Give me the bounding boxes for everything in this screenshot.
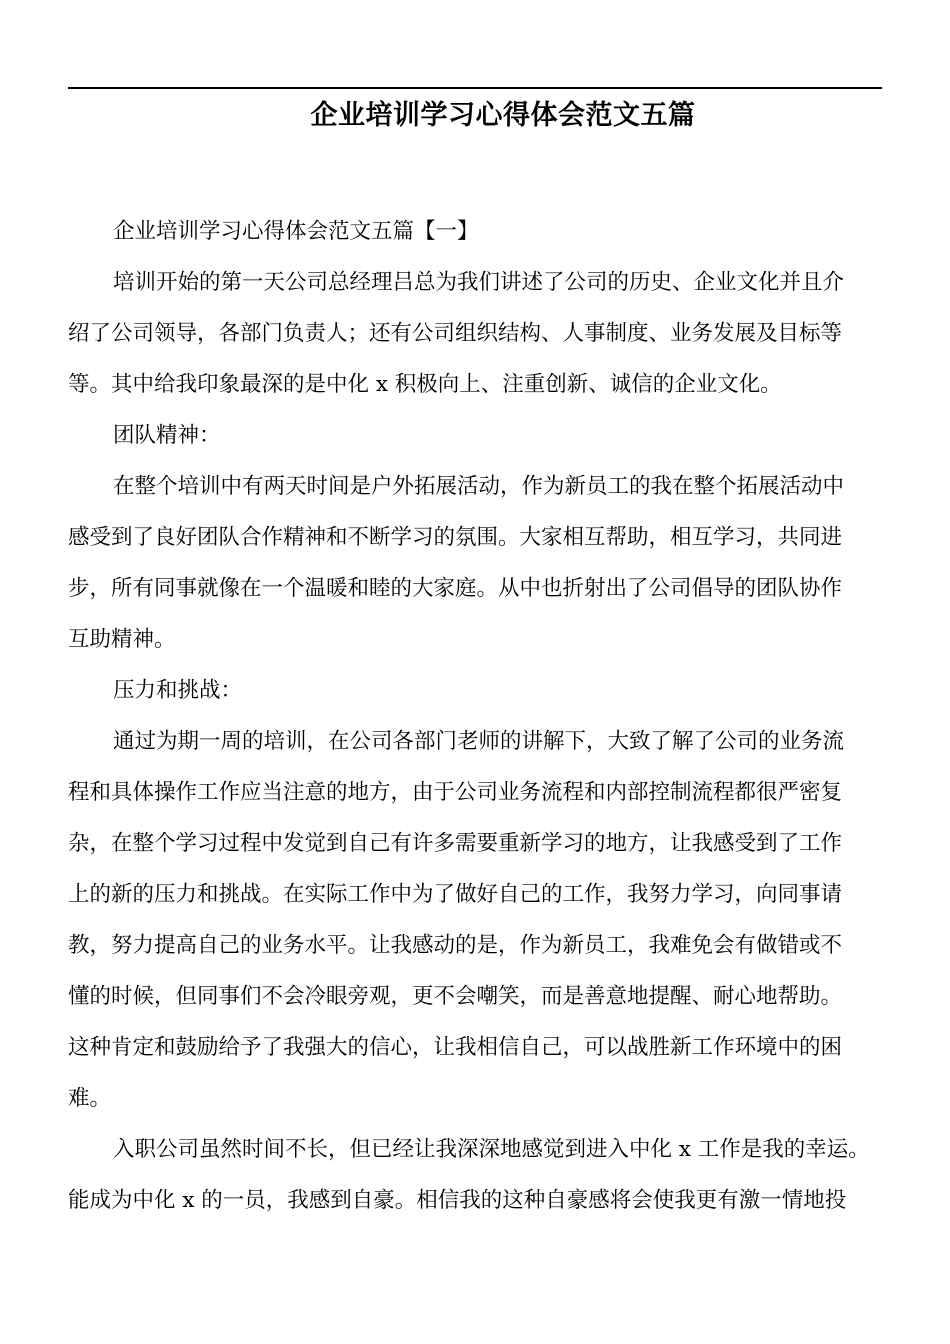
document-title: 企业培训学习心得体会范文五篇	[310, 100, 696, 131]
header-rule	[68, 87, 882, 89]
text-line: 在整个培训中有两天时间是户外拓展活动，作为新员工的我在整个拓展活动中	[113, 474, 845, 499]
text-line: 入职公司虽然时间不长，但已经让我深深地感觉到进入中化 x 工作是我的幸运。	[113, 1137, 870, 1162]
text-line: 企业培训学习心得体会范文五篇【一】	[113, 219, 479, 244]
text-line: 通过为期一周的培训，在公司各部门老师的讲解下，大致了解了公司的业务流	[113, 729, 845, 754]
text-line: 上的新的压力和挑战。在实际工作中为了做好自己的工作，我努力学习，向同事请	[68, 882, 843, 907]
text-line: 程和具体操作工作应当注意的地方，由于公司业务流程和内部控制流程都很严密复	[68, 780, 843, 805]
text-line: 步，所有同事就像在一个温暖和睦的大家庭。从中也折射出了公司倡导的团队协作	[68, 576, 843, 601]
text-line: 绍了公司领导，各部门负责人；还有公司组织结构、人事制度、业务发展及目标等	[68, 321, 843, 346]
text-line: 互助精神。	[68, 627, 176, 652]
text-line: 难。	[68, 1086, 112, 1111]
text-line: 能成为中化 x 的一员，我感到自豪。相信我的这种自豪感将会使我更有激一情地投	[68, 1188, 847, 1213]
text-line: 培训开始的第一天公司总经理吕总为我们讲述了公司的历史、企业文化并且介	[113, 270, 845, 295]
text-line: 教，努力提高自己的业务水平。让我感动的是，作为新员工，我难免会有做错或不	[68, 933, 843, 958]
text-line: 团队精神：	[113, 423, 221, 448]
text-line: 这种肯定和鼓励给予了我强大的信心，让我相信自己，可以战胜新工作环境中的困	[68, 1035, 843, 1060]
text-line: 杂，在整个学习过程中发觉到自己有许多需要重新学习的地方，让我感受到了工作	[68, 831, 843, 856]
text-line: 等。其中给我印象最深的是中化 x 积极向上、注重创新、诚信的企业文化。	[68, 372, 782, 397]
text-line: 感受到了良好团队合作精神和不断学习的氛围。大家相互帮助，相互学习，共同进	[68, 525, 843, 550]
text-line: 懂的时候，但同事们不会冷眼旁观，更不会嘲笑，而是善意地提醒、耐心地帮助。	[68, 984, 843, 1009]
text-line: 压力和挑战：	[113, 678, 243, 703]
document-body	[68, 206, 882, 1226]
